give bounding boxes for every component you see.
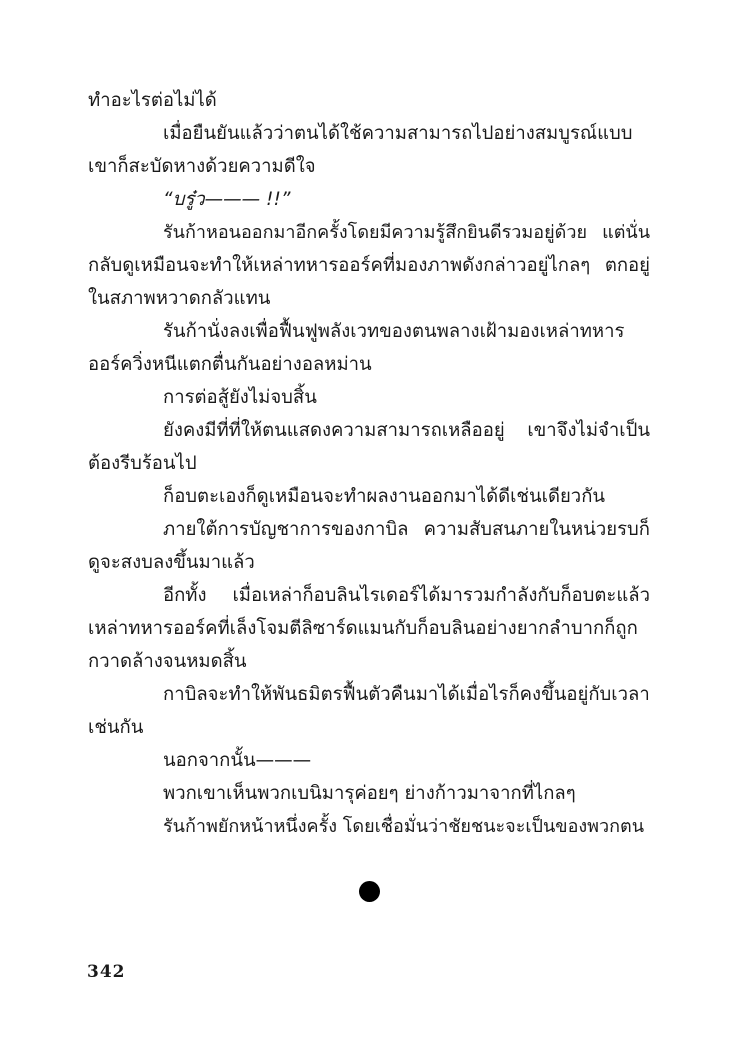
text-line-20: เช่นกัน	[88, 717, 144, 738]
text-line-16: อีกทั้ง เมื่อเหล่าก็อบลินไรเดอร์ได้มารวมกำลังกับก็อบตะแล้ว	[163, 585, 650, 606]
page-body	[88, 84, 650, 843]
text-line-23: รันก้าพยักหน้าหนึ่งครั้ง โดยเชื่อมั่นว่าชัยชนะจะเป็นของพวกตน	[163, 816, 645, 837]
text-line-10: การต่อสู้ยังไม่จบสิ้น	[163, 387, 317, 408]
text-line-7: ในสภาพหวาดกลัวแทน	[88, 288, 271, 309]
text-line-18: กวาดล้างจนหมดสิ้น	[88, 651, 247, 672]
text-line-17: เหล่าทหารออร์คที่เล็งโจมตีลิซาร์ดแมนกับก็อบลินอย่างยากลำบากก็ถูก	[88, 618, 638, 639]
text-line-11: ยังคงมีที่ที่ให้ตนแสดงความสามารถเหลืออยู่ เขาจึงไม่จำเป็น	[163, 420, 650, 441]
text-line-14: ภายใต้การบัญชาการของกาบิล ความสับสนภายในหน่วยรบก็	[163, 519, 650, 540]
text-line-3: เขาก็สะบัดหางด้วยความดีใจ	[88, 156, 316, 177]
text-line-12: ต้องรีบร้อนไป	[88, 453, 197, 474]
text-line-6: กลับดูเหมือนจะทำให้เหล่าทหารออร์คที่มองภาพดังกล่าวอยู่ไกลๆ ตกอยู่	[88, 255, 650, 276]
text-line-21: นอกจากนั้น———	[163, 750, 312, 771]
text-line-2: เมื่อยืนยันแล้วว่าตนได้ใช้ความสามารถไปอย่างสมบูรณ์แบบ	[163, 123, 633, 144]
text-line-13: ก็อบตะเองก็ดูเหมือนจะทำผลงานออกมาได้ดีเช่นเดียวกัน	[163, 486, 606, 507]
page-number: 342	[87, 962, 126, 982]
text-line-22: พวกเขาเห็นพวกเบนิมารุค่อยๆ ย่างก้าวมาจากที่ไกลๆ	[163, 783, 576, 804]
dialogue-line-4: “บรู๋ว——— !!”	[163, 189, 291, 210]
text-line-19: กาบิลจะทำให้พันธมิตรฟื้นตัวคืนมาได้เมื่อไรก็คงขึ้นอยู่กับเวลา	[163, 684, 650, 705]
text-line-5: รันก้าหอนออกมาอีกครั้งโดยมีความรู้สึกยินดีรวมอยู่ด้วย แต่นั่น	[163, 222, 650, 243]
section-break-dot	[359, 881, 380, 902]
text-line-1: ทำอะไรต่อไม่ได้	[88, 90, 217, 111]
text-line-15: ดูจะสงบลงขึ้นมาแล้ว	[88, 552, 255, 573]
text-line-8: รันก้านั่งลงเพื่อฟื้นฟูพลังเวทของตนพลางเฝ้ามองเหล่าทหาร	[163, 321, 625, 342]
text-line-9: ออร์ควิ่งหนีแตกตื่นกันอย่างอลหม่าน	[88, 354, 372, 375]
